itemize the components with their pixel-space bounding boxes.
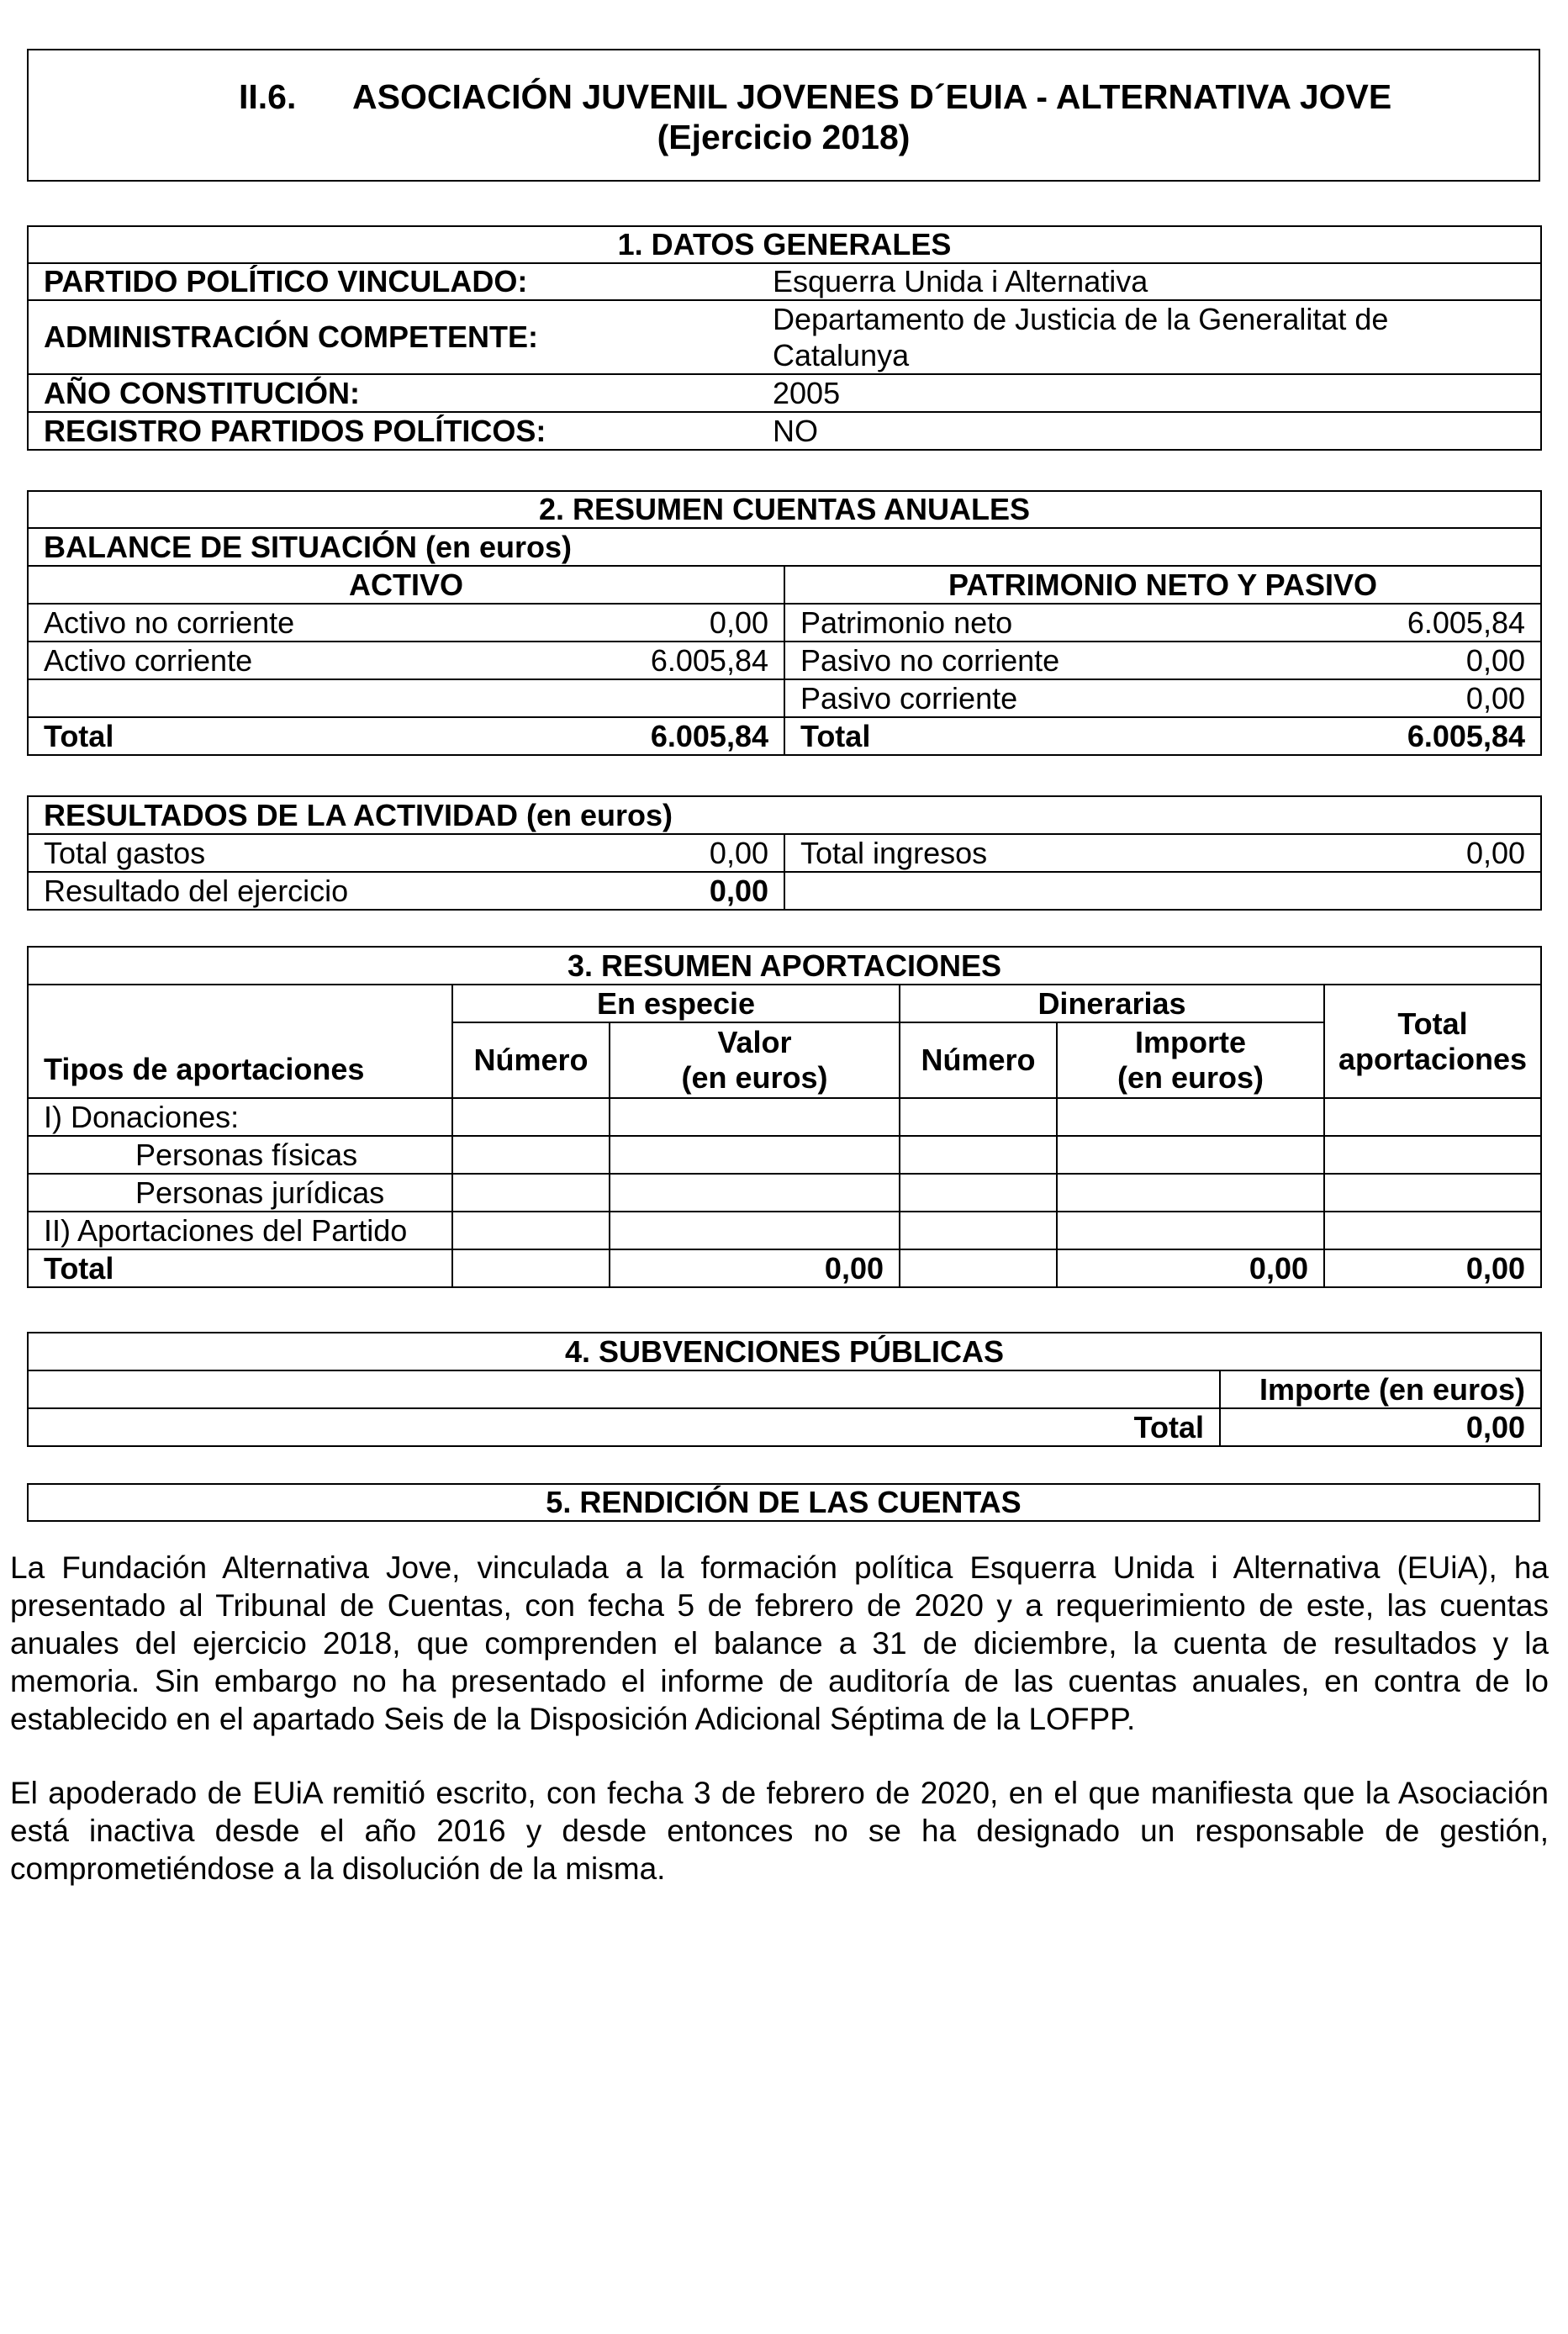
row-label: REGISTRO PARTIDOS POLÍTICOS:	[28, 412, 758, 450]
resultado-value: 0,00	[625, 872, 784, 910]
total-row	[28, 1408, 1541, 1446]
resultados-table	[27, 795, 1542, 911]
paragraph-line: anuales del ejercicio 2018, que comprenden el balance a 31 de diciembre, la cuenta de resultados y la	[10, 1626, 1549, 1661]
total-valor: 0,00	[610, 1249, 900, 1287]
paragraph-line: El apoderado de EUiA remitió escrito, con fecha 3 de febrero de 2020, en el que manifiesta que la Asociación	[10, 1776, 1549, 1810]
activo-value	[625, 679, 784, 717]
valor-header-line1: Valor	[717, 1025, 792, 1059]
paragraph-line: establecido en el apartado Seis de la Disposición Adicional Séptima de la LOFPP.	[10, 1702, 1136, 1736]
pasivo-label: Pasivo corriente	[784, 679, 1373, 717]
pasivo-label: Patrimonio neto	[784, 604, 1373, 642]
subvenciones-total-label: Total	[28, 1408, 1220, 1446]
tipo-label: I) Donaciones:	[28, 1098, 452, 1136]
total-ingresos-label: Total ingresos	[784, 834, 1373, 872]
subvenciones-heading: 4. SUBVENCIONES PÚBLICAS	[28, 1333, 1541, 1370]
activo-label: Activo corriente	[28, 642, 625, 679]
datos-generales-table	[27, 225, 1542, 451]
subvenciones-total-value: 0,00	[1220, 1408, 1541, 1446]
total-importe: 0,00	[1057, 1249, 1324, 1287]
tipos-header: Tipos de aportaciones	[28, 985, 452, 1098]
rendicion-heading: 5. RENDICIÓN DE LAS CUENTAS	[28, 1484, 1539, 1521]
empty-cell	[784, 872, 1541, 910]
aportaciones-heading: 3. RESUMEN APORTACIONES	[28, 947, 1541, 985]
activo-label: Activo no corriente	[28, 604, 625, 642]
total-row	[28, 717, 1541, 755]
table-row	[28, 604, 1541, 642]
activo-value: 6.005,84	[625, 642, 784, 679]
aportaciones-total-label: Total	[28, 1249, 452, 1287]
fiscal-year: (Ejercicio 2018)	[657, 118, 911, 156]
importe-header	[1057, 1022, 1324, 1098]
paragraph-line: memoria. Sin embargo no ha presentado el informe de auditoría de las cuentas anuales, en contra de lo	[10, 1664, 1549, 1698]
datos-generales-heading: 1. DATOS GENERALES	[28, 226, 1541, 263]
total-ingresos-value: 0,00	[1373, 834, 1541, 872]
table-row	[28, 679, 1541, 717]
valor-header	[610, 1022, 900, 1098]
pasivo-total-value: 6.005,84	[1373, 717, 1541, 755]
pasivo-value: 0,00	[1373, 642, 1541, 679]
table-row	[28, 1174, 1541, 1212]
resultados-title: RESULTADOS DE LA ACTIVIDAD (en euros)	[28, 796, 1541, 834]
numero-dinerarias-header: Número	[900, 1022, 1057, 1098]
paragraph-line: La Fundación Alternativa Jove, vinculada a la formación política Esquerra Unida i Alternativa (EUiA), ha	[10, 1550, 1549, 1585]
tipo-label: Personas físicas	[28, 1136, 452, 1174]
valor-header-line2: (en euros)	[681, 1060, 828, 1095]
paragraph-line: presentado al Tribunal de Cuentas, con fecha 5 de febrero de 2020 y a requerimiento de este, las cuentas	[10, 1588, 1549, 1623]
activo-label	[28, 679, 625, 717]
aportaciones-table	[27, 946, 1542, 1288]
pasivo-value: 0,00	[1373, 679, 1541, 717]
total-gastos-label: Total gastos	[28, 834, 625, 872]
table-row	[28, 1212, 1541, 1249]
pasivo-label: Pasivo no corriente	[784, 642, 1373, 679]
row-value: 2005	[758, 374, 1541, 412]
total-header-line2: aportaciones	[1338, 1041, 1528, 1076]
balance-table	[27, 490, 1542, 756]
importe-header-line1: Importe	[1134, 1025, 1246, 1059]
section-number: II.6.	[239, 77, 297, 116]
total-gastos-value: 0,00	[625, 834, 784, 872]
rendicion-table	[27, 1483, 1540, 1522]
resumen-cuentas-heading: 2. RESUMEN CUENTAS ANUALES	[28, 491, 1541, 528]
table-row	[28, 834, 1541, 872]
table-row	[28, 300, 1541, 374]
importe-header-line2: (en euros)	[1117, 1060, 1264, 1095]
activo-total-value: 6.005,84	[625, 717, 784, 755]
activo-value: 0,00	[625, 604, 784, 642]
numero-especie-header: Número	[452, 1022, 610, 1098]
tipo-label: Personas jurídicas	[28, 1174, 452, 1212]
pasivo-value: 6.005,84	[1373, 604, 1541, 642]
table-row	[28, 1136, 1541, 1174]
rendicion-paragraph-1	[10, 1549, 1549, 1738]
row-label: ADMINISTRACIÓN COMPETENTE:	[28, 300, 758, 374]
row-value: Departamento de Justicia de la Generalitat de Catalunya	[758, 300, 1541, 374]
paragraph-line: comprometiéndose a la disolución de la misma.	[10, 1851, 666, 1886]
row-label: PARTIDO POLÍTICO VINCULADO:	[28, 263, 758, 300]
tipo-label: II) Aportaciones del Partido	[28, 1212, 452, 1249]
table-row	[28, 872, 1541, 910]
table-row	[28, 412, 1541, 450]
resultado-label: Resultado del ejercicio	[28, 872, 625, 910]
paragraph-line: está inactiva desde el año 2016 y desde entonces no se ha designado un responsable de gestión,	[10, 1814, 1549, 1848]
table-row	[28, 263, 1541, 300]
subvenciones-table	[27, 1332, 1542, 1447]
dinerarias-header: Dinerarias	[900, 985, 1324, 1022]
table-row	[28, 1098, 1541, 1136]
rendicion-paragraph-2	[10, 1774, 1549, 1888]
row-label: AÑO CONSTITUCIÓN:	[28, 374, 758, 412]
total-aportaciones-header	[1324, 985, 1541, 1098]
table-row	[28, 374, 1541, 412]
total-aportaciones: 0,00	[1324, 1249, 1541, 1287]
page-title: ASOCIACIÓN JUVENIL JOVENES D´EUIA - ALTERNATIVA JOVE	[352, 77, 1392, 116]
total-row	[28, 1249, 1541, 1287]
row-value: NO	[758, 412, 1541, 450]
balance-title: BALANCE DE SITUACIÓN (en euros)	[28, 528, 1541, 566]
importe-header: Importe (en euros)	[1220, 1370, 1541, 1408]
pasivo-total-label: Total	[784, 717, 1373, 755]
row-value: Esquerra Unida i Alternativa	[758, 263, 1541, 300]
title-box	[27, 49, 1540, 182]
activo-header: ACTIVO	[28, 566, 784, 604]
empty-cell	[28, 1370, 1220, 1408]
pasivo-header: PATRIMONIO NETO Y PASIVO	[784, 566, 1541, 604]
table-row	[28, 642, 1541, 679]
total-header-line1: Total	[1397, 1006, 1468, 1041]
en-especie-header: En especie	[452, 985, 900, 1022]
activo-total-label: Total	[28, 717, 625, 755]
